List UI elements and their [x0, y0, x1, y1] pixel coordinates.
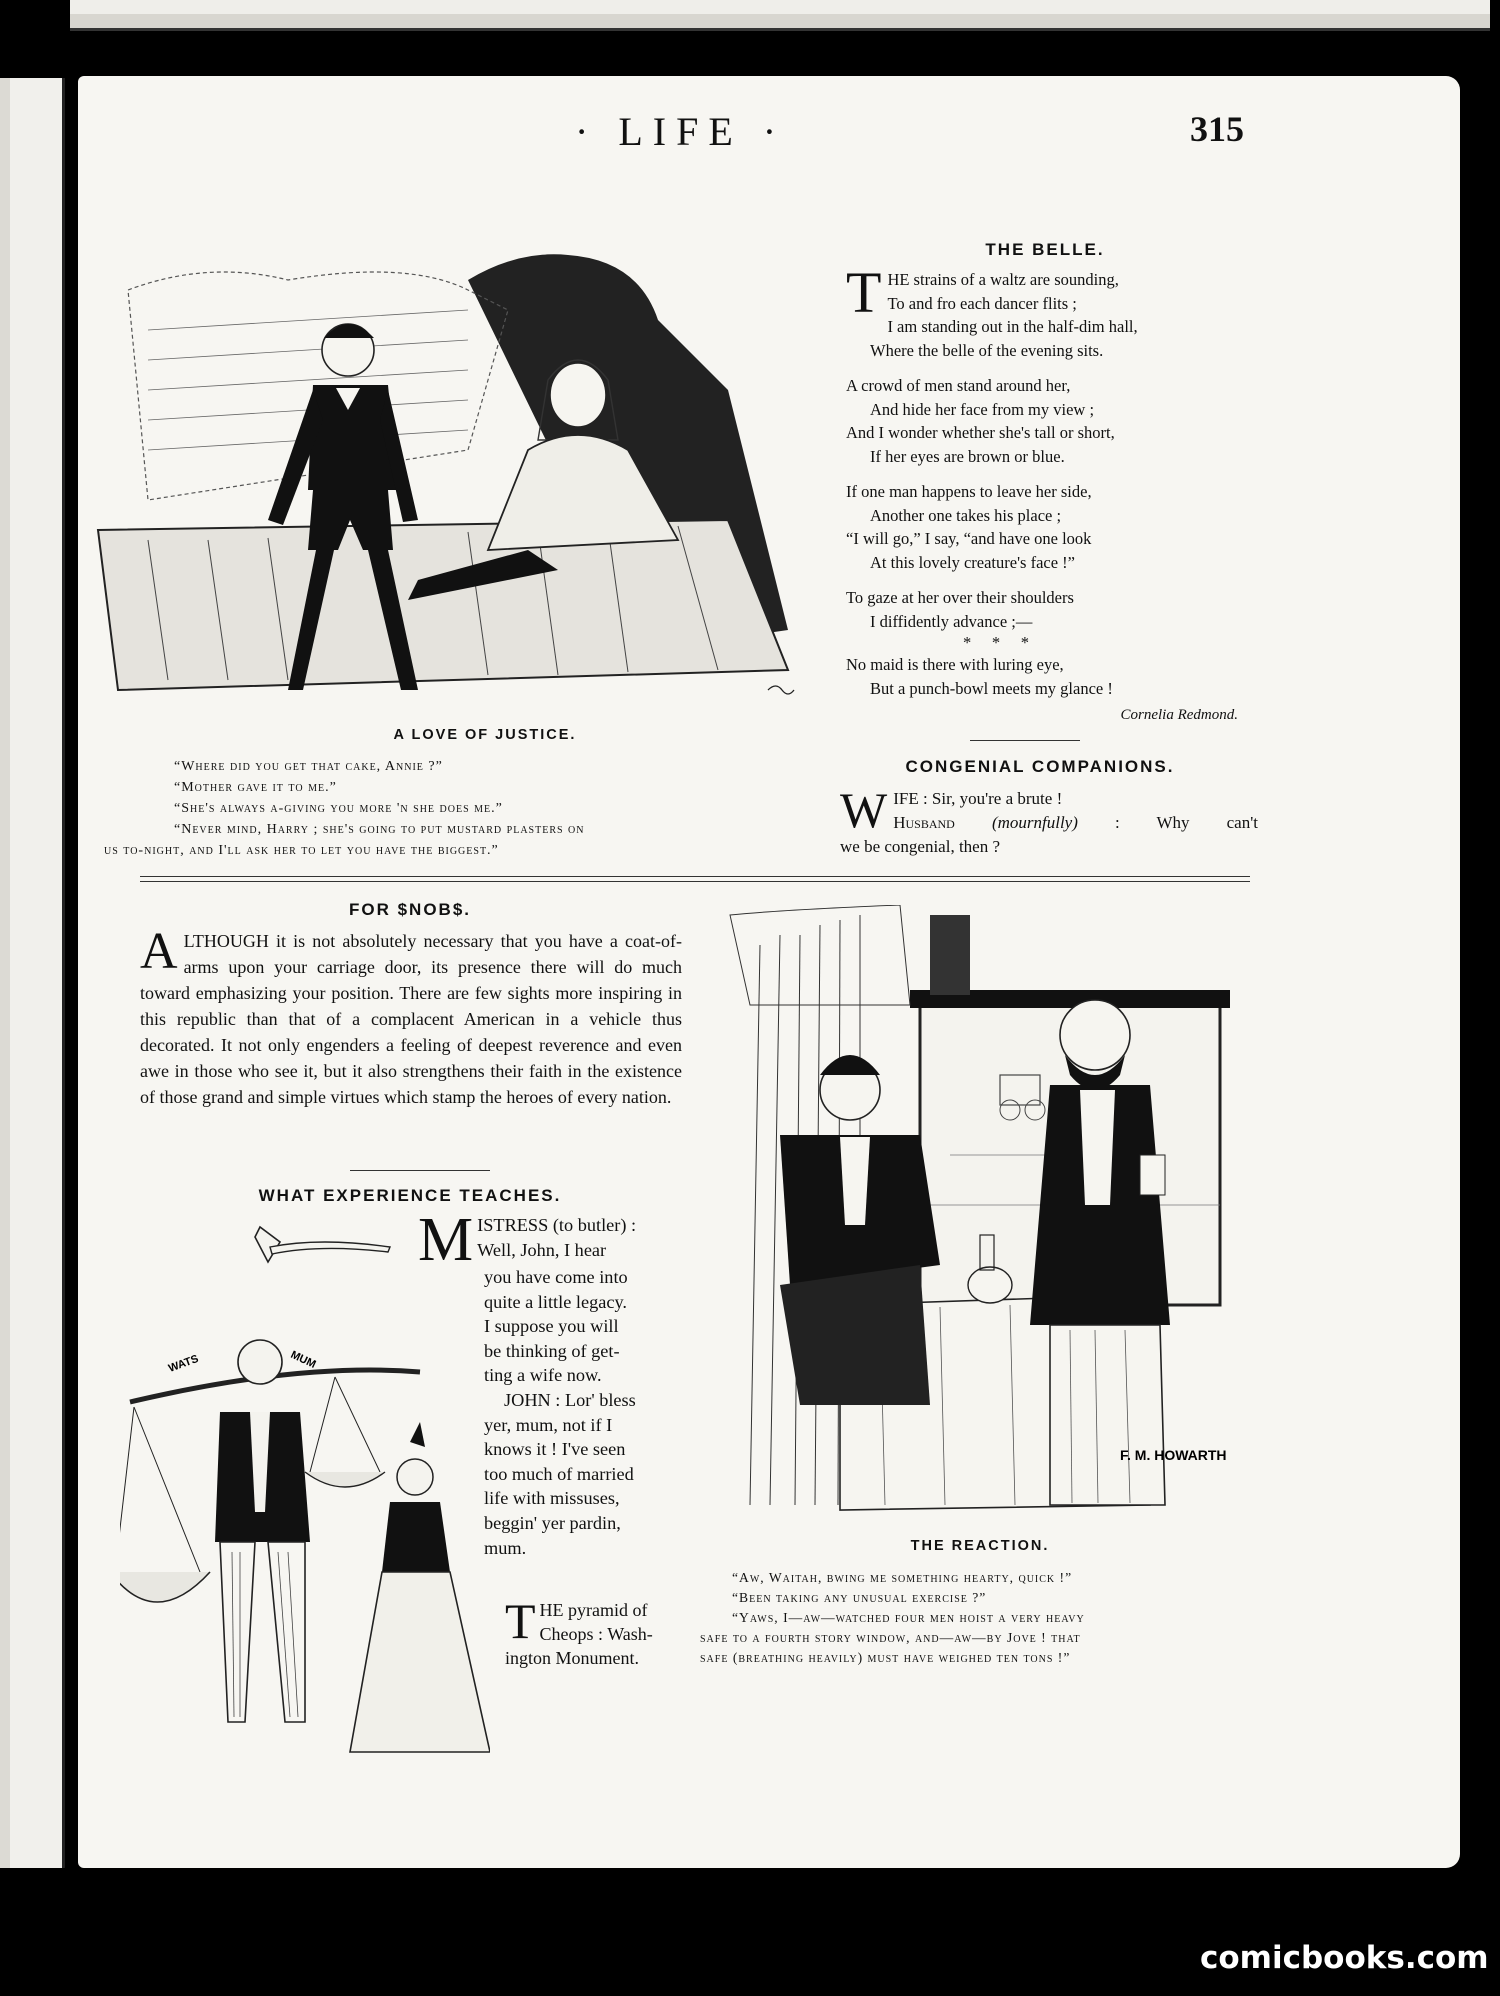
asterisks: * * *	[963, 633, 1029, 652]
dialogue-line: “Where did you get that cake, Annie ?”	[174, 759, 443, 774]
first-word: LTHOUGH	[183, 931, 269, 951]
dialogue-line: “Mother gave it to me.”	[174, 780, 337, 795]
dialogue-line: safe (breathing heavily) must have weighed ten tons !”	[700, 1650, 1071, 1665]
stanza	[846, 374, 1246, 468]
verse-line: And I wonder whether she's tall or short,	[846, 423, 1115, 442]
text-line: knows it ! I've seen	[484, 1439, 626, 1460]
stanza	[846, 586, 1246, 633]
drop-cap: T	[846, 260, 882, 325]
text-line: JOHN : Lor' bless	[504, 1389, 636, 1410]
stanza	[846, 260, 1246, 362]
dialogue-line: “Been taking any unusual exercise ?”	[732, 1590, 987, 1605]
text-line: IFE : Sir, you're a brute !	[893, 789, 1063, 808]
verse-line: I diffidently advance ;—	[870, 611, 1033, 631]
congenial-title: CONGENIAL COMPANIONS.	[905, 757, 1175, 776]
drop-cap: W	[840, 782, 888, 838]
pyramid-squib	[505, 1593, 685, 1670]
text-line: Cheops : Wash-	[539, 1624, 653, 1644]
sign-left-text: WATS	[166, 1352, 201, 1375]
artist-signature: F. M. HOWARTH	[1120, 1447, 1227, 1463]
verse-line: If one man happens to leave her side,	[846, 482, 1092, 501]
text-line: be thinking of get-	[484, 1340, 620, 1361]
drop-cap: M	[418, 1206, 474, 1274]
text-line: quite a little legacy.	[484, 1291, 627, 1312]
text-line	[840, 811, 1258, 835]
dialogue-line: us to-night, and I'll ask her to let you have the biggest.”	[104, 843, 499, 858]
sign-right-text: MUM	[288, 1348, 318, 1371]
snobs-title: FOR $NOB$.	[348, 900, 472, 919]
text-line: life with missuses,	[484, 1488, 620, 1509]
divider	[970, 740, 1080, 741]
belle-title: THE BELLE.	[985, 240, 1105, 259]
love-of-justice-title: A LOVE OF JUSTICE.	[393, 727, 577, 743]
text-line: ting a wife now.	[484, 1365, 602, 1386]
stanza	[846, 653, 1246, 700]
verse-line: “I will go,” I say, “and have one look	[846, 529, 1092, 548]
text-line: beggin' yer pardin,	[484, 1512, 621, 1533]
verse-line: At this lovely creature's face !”	[870, 552, 1076, 572]
verse-line: No maid is there with luring eye,	[846, 655, 1064, 674]
belle-poem	[846, 260, 1246, 728]
stage-direction: (mournfully)	[991, 813, 1078, 832]
love-of-justice-dialogue	[104, 756, 780, 861]
dialogue-line: “Aw, Waitah, bwing me something hearty, quick !”	[732, 1570, 1073, 1585]
speaker: Husband	[893, 813, 955, 832]
drop-cap: A	[140, 923, 178, 980]
masthead: · LIFE ·	[575, 109, 787, 154]
experience-text	[418, 1206, 688, 1560]
congenial-text	[840, 782, 1259, 859]
text-line: mum.	[484, 1537, 527, 1558]
left-facing-page	[0, 78, 65, 1868]
article-text: it is not absolutely necessary that you have a coat-of-arms upon your carriage door, its presence there will do much toward emphasizing your position. There are few sights more inspiring in this republic than that of a complacent American in a vehicle thus decorated. It not only engenders a feeling of deepest reverence and even awe in those who see it, but it also strengthens their faith in the existence of those grand and simple virtues which stamp the heroes of every nation.	[140, 931, 682, 1107]
stanza	[846, 480, 1246, 574]
love-of-justice-illustration	[88, 250, 823, 710]
text-line: ISTRESS (to butler) :	[477, 1215, 637, 1235]
verse-line: Where the belle of the evening sits.	[870, 340, 1104, 360]
page-number: 315	[1190, 109, 1244, 149]
belle-author: Cornelia Redmond.	[1120, 707, 1238, 723]
text-line: yer, mum, not if I	[484, 1414, 613, 1435]
verse-line: If her eyes are brown or blue.	[870, 446, 1065, 466]
next-leaf-edge	[70, 0, 1490, 31]
text-line: we be congenial, then ?	[840, 837, 1001, 856]
verse-line: I am standing out in the half-dim hall,	[887, 317, 1138, 336]
verse-line: Another one takes his place ;	[870, 505, 1062, 525]
verse-line: To and fro each dancer flits ;	[887, 293, 1077, 313]
text-fragment: : Why can't	[1114, 813, 1259, 832]
text-line: Well, John, I hear	[477, 1239, 607, 1260]
text-line: HE pyramid of	[539, 1600, 648, 1620]
dialogue-line: “Never mind, Harry ; she's going to put mustard plasters on	[174, 822, 585, 837]
verse-line: And hide her face from my view ;	[870, 399, 1095, 419]
text-line: ington Monument.	[505, 1648, 639, 1668]
reaction-dialogue	[700, 1568, 1252, 1668]
section-divider	[140, 876, 1250, 882]
dialogue-line: “Yaws, I—aw—watched four men hoist a very heavy	[732, 1610, 1085, 1625]
watermark: comicbooks.com	[1200, 1940, 1489, 1976]
text-line: too much of married	[484, 1463, 634, 1484]
text-line: I suppose you will	[484, 1316, 619, 1337]
reaction-title: THE REACTION.	[910, 1538, 1050, 1554]
dialogue-line: “She's always a-giving you more 'n she does me.”	[174, 801, 503, 816]
verse-line: HE strains of a waltz are sounding,	[887, 270, 1119, 289]
drop-cap: T	[505, 1593, 536, 1649]
experience-title: WHAT EXPERIENCE TEACHES.	[258, 1186, 562, 1205]
verse-line: To gaze at her over their shoulders	[846, 588, 1074, 607]
verse-line: But a punch-bowl meets my glance !	[870, 678, 1113, 698]
dialogue-line: safe to a fourth story window, and—aw—by Jove ! that	[700, 1630, 1081, 1645]
reaction-illustration	[720, 905, 1245, 1520]
text-line: you have come into	[484, 1267, 628, 1287]
snobs-article	[140, 923, 682, 1110]
verse-line: A crowd of men stand around her,	[846, 376, 1071, 395]
divider	[350, 1170, 490, 1171]
